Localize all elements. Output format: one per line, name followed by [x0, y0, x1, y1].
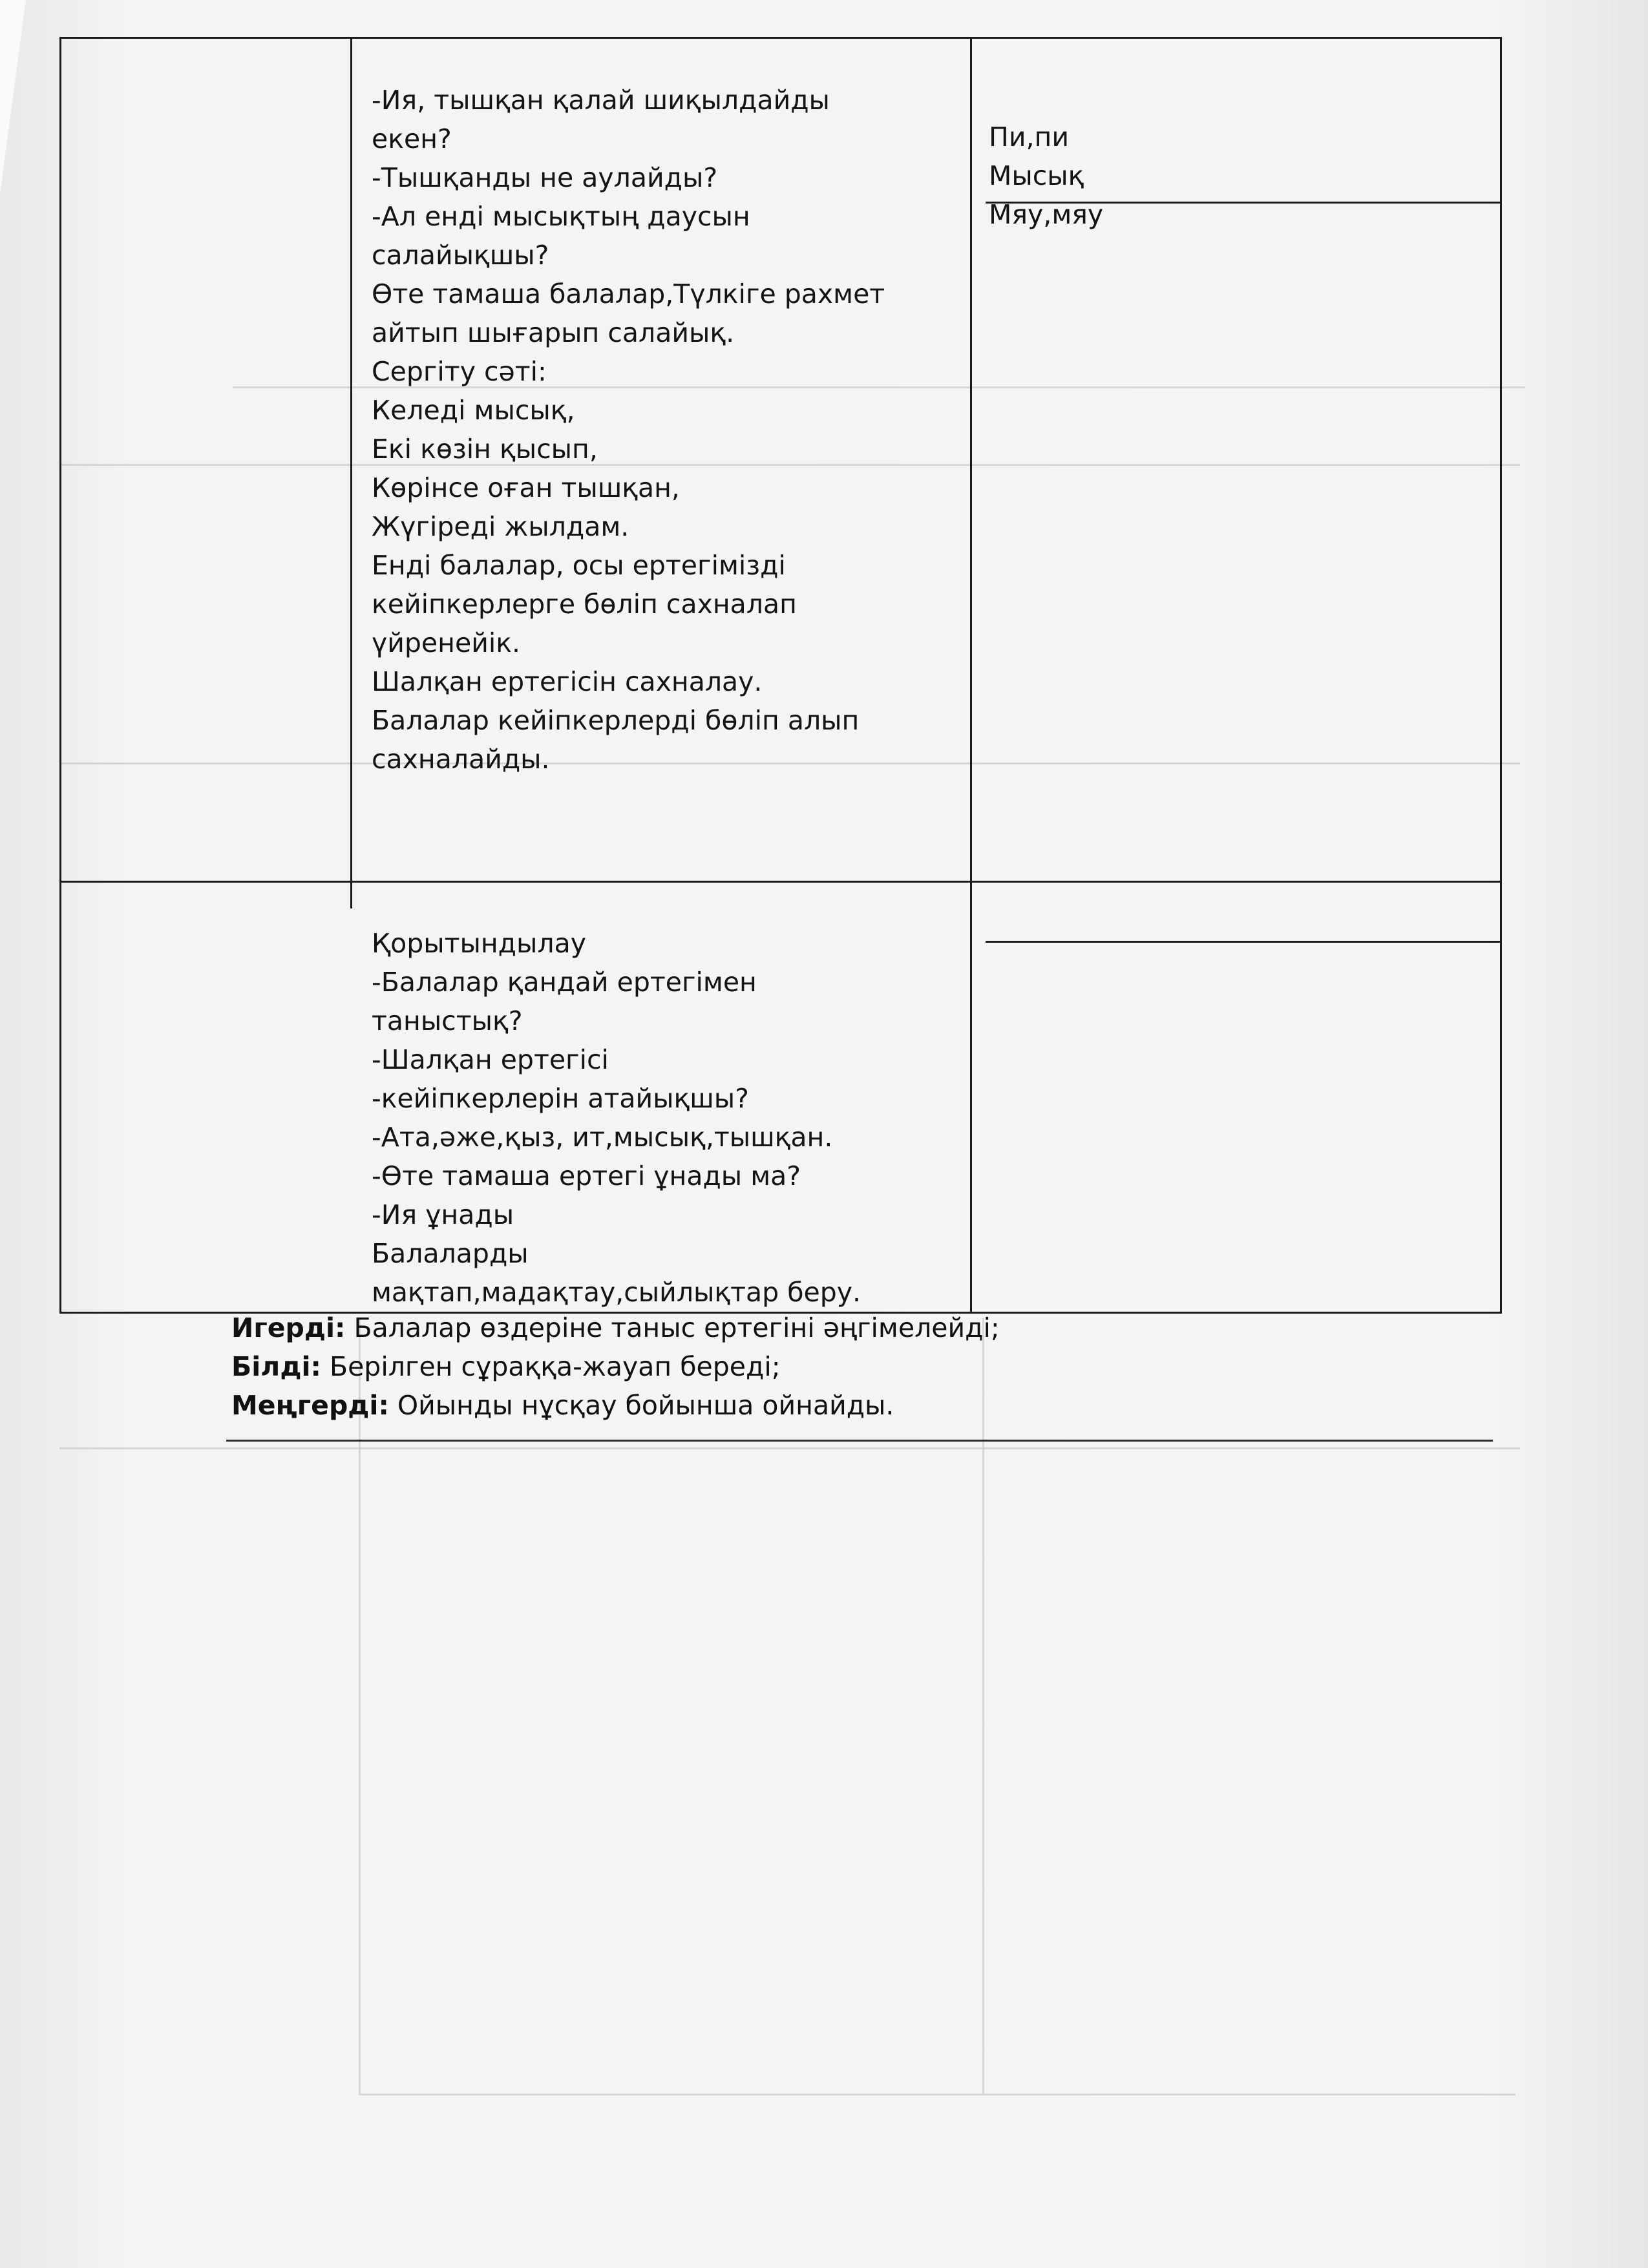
teacher-line: Шалқан ертегісін сахналау. — [372, 666, 763, 697]
torn-corner — [0, 0, 26, 194]
teacher-line: салайықшы? — [372, 240, 549, 271]
teacher-line: -Ия ұнады — [372, 1199, 514, 1230]
teacher-line: үйренейік. — [372, 627, 521, 658]
bleed-through-line — [359, 1318, 361, 2094]
lesson-table — [59, 37, 1502, 1314]
teacher-line: Балалар кейіпкерлерді бөліп алып — [372, 705, 860, 736]
teacher-activity-row1 — [372, 42, 966, 817]
teacher-line: Сергіту сәті: — [372, 356, 547, 387]
teacher-line: екен? — [372, 123, 452, 154]
child-activity-row1 — [989, 79, 1493, 273]
teacher-activity-row2 — [372, 885, 966, 1350]
teacher-line: сахналайды. — [372, 744, 550, 775]
column-divider-right — [970, 39, 972, 1312]
teacher-line: мақтап,мадақтау,сыйлықтар беру. — [372, 1277, 861, 1308]
row-divider — [61, 881, 1500, 883]
teacher-line: -Өте тамаша ертегі ұнады ма? — [372, 1160, 801, 1192]
teacher-line: -Ия, тышқан қалай шиқылдайды — [372, 85, 830, 116]
teacher-line: Екі көзін қысып, — [372, 434, 598, 465]
child-line: Пи,пи — [989, 121, 1069, 152]
teacher-line: -кейіпкерлерін атайықшы? — [372, 1083, 749, 1114]
outcome-knows: Білді: Берілген сұраққа-жауап береді; — [231, 1351, 781, 1382]
teacher-line: Енді балалар, осы ертегімізді — [372, 550, 786, 581]
learning-outcomes — [231, 1308, 1000, 1425]
outcome-mastered: Игерді: Балалар өздеріне таныс ертегіні әңгімелейді; — [231, 1312, 1000, 1343]
outcome-skilled: Меңгерді: Ойынды нұсқау бойынша ойнайды. — [231, 1390, 894, 1421]
teacher-line: айтып шығарып салайық. — [372, 317, 735, 348]
teacher-line: Балаларды — [372, 1238, 529, 1269]
teacher-line: Көрінсе оған тышқан, — [372, 472, 680, 503]
bleed-through-line — [982, 1318, 984, 2094]
column-divider-left — [350, 39, 352, 908]
teacher-line: -Ал енді мысықтың даусын — [372, 201, 750, 232]
teacher-line: -Ата,әже,қыз, ит,мысық,тышқан. — [372, 1122, 833, 1153]
teacher-line: таныстық? — [372, 1005, 523, 1036]
teacher-line: кейіпкерлерге бөліп сахналап — [372, 589, 797, 620]
child-line: Мысық — [989, 160, 1084, 191]
child-column-rule-bottom — [986, 941, 1500, 943]
child-line: Мяу,мяу — [989, 199, 1104, 230]
teacher-line: -Балалар қандай ертегімен — [372, 967, 757, 998]
teacher-line: -Тышқанды не аулайды? — [372, 162, 718, 193]
bleed-through-line — [59, 1447, 1520, 1449]
bottom-rule — [226, 1440, 1493, 1442]
teacher-line: Қорытындылау — [372, 928, 586, 959]
bleed-through-line — [359, 2094, 1516, 2095]
teacher-line: Өте тамаша балалар,Түлкіге рахмет — [372, 278, 885, 310]
teacher-line: -Шалқан ертегісі — [372, 1044, 609, 1075]
teacher-line: Жүгіреді жылдам. — [372, 511, 629, 542]
teacher-line: Келеді мысық, — [372, 395, 575, 426]
